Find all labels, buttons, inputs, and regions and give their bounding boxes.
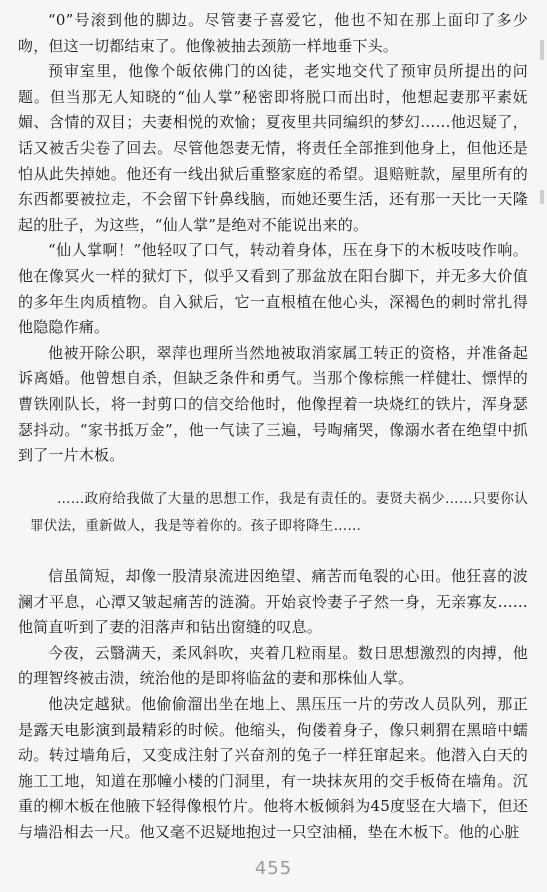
paragraph: 今夜，云翳满天，柔风斜吹，夹着几粒雨星。数日思想激烈的肉搏，他的理智终被击溃，统治他的是即将临盆的妻和那株仙人掌。	[18, 643, 528, 688]
body-text-bottom	[18, 564, 528, 846]
paragraph: 他被开除公职，翠萍也理所当然地被取消家属工转正的资格，并准备起诉离婚。他曾想自杀，但缺乏条件和勇气。当那个像棕熊一样健壮、慓悍的曹铁刚队长，将一封剪口的信交给他时，他像捏着一块烧红的铁片，浑身瑟瑟抖动。“家书抵万金”，他一气读了三遍，号啕痛哭，像溺水者在绝望中抓到了一片木板。	[18, 343, 528, 465]
paragraph: 他决定越狱。他偷偷溜出坐在地上、黑压压一片的劳改人员队列，那正是露天电影演到最精彩的时候。他缩头，佝偻着身子，像只刺猬在黑暗中蠕动。转过墙角后，又变成注射了兴奋剂的兔子一样狂窜起来。他潜入白天的施工工地，知道在那幢小楼的门洞里，有一块抹灰用的交手板倚在墙角。沉重的柳木板在他腋下轻得像根竹片。他将木板倾斜为45度竖在大墙下，但还与墙沿相去一尺。他又毫不迟疑地抱过一只空油桶，垫在木板下。他的心脏	[18, 694, 528, 841]
page-number: 455	[254, 858, 293, 879]
paragraph: 信虽简短，却像一股清泉流进因绝望、痛苦而龟裂的心田。他狂喜的波澜才平息，心潭又皱起痛苦的涟漪。开始哀怜妻子孑然一身，无亲寡友……他简直听到了妻的泪落声和钻出窗缝的叹息。	[18, 567, 528, 637]
scan-edge-mark	[540, 190, 544, 204]
letter-text: ……政府给我做了大量的思想工作，我是有责任的。妻贤夫祸少……只要你认罪伏法，重新做人，我是等着你的。孩子即将降生……	[30, 491, 528, 534]
paragraph: “仙人掌啊！”他轻叹了口气，转动着身体，压在身下的木板吱吱作响。他在像冥火一样的狱灯下，似乎又看到了那盆放在阳台脚下，并无多大价值的多年生肉质植物。自入狱后，它一直根植在他心头，深褐色的刺时常扎得他隐隐作痛。	[18, 241, 528, 337]
scan-edge-mark	[540, 40, 544, 60]
paragraph: “0”号滚到他的脚边。尽管妻子喜爱它，他也不知在那上面印了多少吻，但这一切都结束了。他像被抽去颈筋一样地垂下头。	[18, 11, 528, 55]
letter-quote	[30, 486, 528, 540]
paragraph: 预审室里，他像个皈依佛门的凶徒，老实地交代了预审员所提出的问题。但当那无人知晓的“仙人掌”秘密即将脱口而出时，他想起妻那平素妩媚、含情的双目；夫妻相悦的欢愉；夏夜里共同编织的梦幻……他迟疑了，话又被舌尖卷了回去。尽管他怨妻无情，将责任全部推到他身上，但他还是怕从此失掉她。他还有一线出狱后重整家庭的希望。退赔赃款，屋里所有的东西都要被拉走，不会留下针鼻线脑，而她还要生活，还有那一天比一天隆起的肚子，为这些，“仙人掌”是绝对不能说出来的。	[18, 62, 528, 234]
body-text-top	[18, 8, 528, 469]
